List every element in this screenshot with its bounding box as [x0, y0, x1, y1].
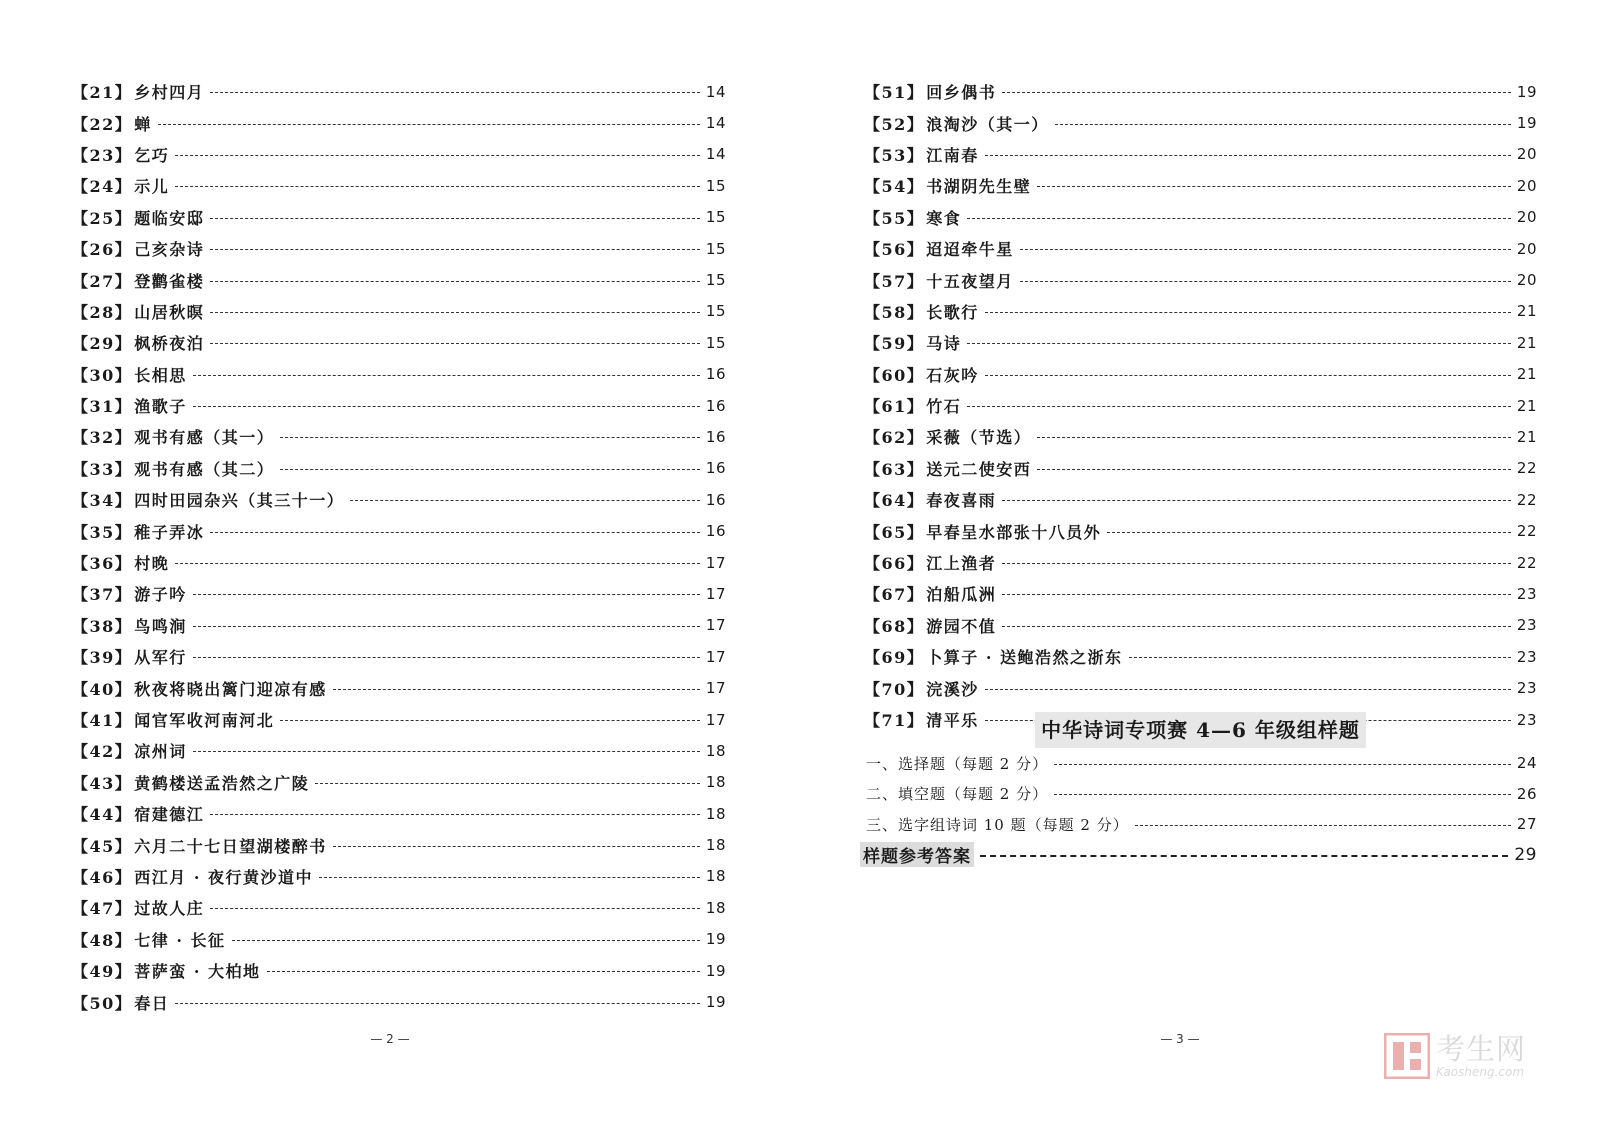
right-page	[800, 0, 1600, 1123]
dot-leader	[193, 626, 700, 627]
toc-entry[interactable]	[864, 547, 1537, 578]
toc-title: 马诗	[926, 334, 962, 354]
dot-leader	[985, 375, 1511, 376]
toc-title: 样题参考答案	[860, 842, 974, 867]
toc-title: 从军行	[134, 648, 187, 668]
dot-leader	[193, 657, 700, 658]
toc-page-number: 15	[705, 333, 726, 352]
toc-page-number: 23	[1516, 584, 1537, 603]
dot-leader	[980, 855, 1508, 857]
toc-entry[interactable]	[864, 202, 1537, 233]
toc-title: 三、选字组诗词 10 题（每题 2 分）	[866, 815, 1129, 834]
toc-entry[interactable]	[864, 76, 1537, 107]
section-entry[interactable]	[864, 809, 1537, 840]
toc-title: 回乡偶书	[926, 83, 997, 103]
toc-title: 二、填空题（每题 2 分）	[866, 785, 1049, 804]
toc-entry[interactable]	[72, 296, 726, 327]
toc-page-number: 23	[1516, 616, 1537, 635]
toc-title: 寒食	[926, 208, 962, 228]
toc-page-number: 22	[1516, 459, 1537, 478]
toc-title: 登鹳雀楼	[134, 271, 205, 291]
dot-leader	[1055, 124, 1511, 125]
toc-page-number: 19	[1516, 82, 1537, 101]
toc-entry[interactable]	[864, 139, 1537, 170]
section-list	[864, 748, 1537, 840]
toc-number: 【64】	[864, 491, 925, 511]
toc-number: 【67】	[864, 585, 925, 605]
toc-entry[interactable]	[72, 578, 726, 609]
toc-entry[interactable]	[72, 139, 726, 170]
toc-page-number: 15	[705, 208, 726, 227]
toc-title: 春夜喜雨	[926, 491, 997, 511]
toc-entry[interactable]	[72, 610, 726, 641]
dot-leader	[175, 186, 700, 187]
dot-leader	[193, 375, 700, 376]
toc-number: 【60】	[864, 365, 925, 385]
dot-leader	[210, 908, 700, 909]
toc-page-number: 17	[705, 647, 726, 666]
toc-page-number: 29	[1514, 844, 1537, 865]
toc-entry[interactable]	[72, 515, 726, 546]
sample-section	[864, 712, 1537, 870]
dot-leader	[267, 971, 700, 972]
toc-entry[interactable]	[72, 390, 726, 421]
dot-leader	[1054, 794, 1511, 795]
toc-entry[interactable]	[72, 107, 726, 138]
toc-number: 【47】	[72, 899, 133, 919]
dot-leader	[210, 814, 700, 815]
dot-leader	[175, 155, 700, 156]
toc-title: 长歌行	[926, 302, 979, 322]
dot-leader	[967, 343, 1511, 344]
toc-number: 【62】	[864, 428, 925, 448]
toc-title: 村晚	[134, 554, 170, 574]
toc-entry[interactable]	[864, 641, 1537, 672]
toc-entry[interactable]	[72, 484, 726, 515]
toc-page-number: 16	[705, 490, 726, 509]
toc-title: 卜算子 · 送鲍浩然之浙东	[926, 648, 1123, 668]
toc-number: 【49】	[72, 962, 133, 982]
dot-leader	[1054, 764, 1511, 765]
toc-title: 乡村四月	[134, 83, 205, 103]
dot-leader	[967, 218, 1511, 219]
toc-page-number: 21	[1516, 365, 1537, 384]
dot-leader	[1002, 500, 1511, 501]
dot-leader	[1002, 92, 1511, 93]
toc-title: 泊船瓜洲	[926, 585, 997, 605]
toc-title: 四时田园杂兴（其三十一）	[134, 491, 345, 511]
toc-page-number: 18	[705, 741, 726, 760]
toc-entry[interactable]	[72, 170, 726, 201]
toc-entry[interactable]	[72, 327, 726, 358]
toc-number: 【37】	[72, 585, 133, 605]
toc-page-number: 16	[705, 365, 726, 384]
toc-title: 示儿	[134, 177, 170, 197]
toc-title: 浪淘沙（其一）	[926, 114, 1049, 134]
toc-page-number: 19	[705, 930, 726, 949]
toc-entry[interactable]	[72, 672, 726, 703]
toc-number: 【58】	[864, 302, 925, 322]
answer-entry[interactable]	[864, 840, 1537, 870]
toc-title: 石灰吟	[926, 365, 979, 385]
toc-title: 迢迢牵牛星	[926, 240, 1014, 260]
toc-page-number: 16	[705, 459, 726, 478]
toc-title: 凉州词	[134, 742, 187, 762]
toc-number: 【69】	[864, 648, 925, 668]
toc-page-number: 22	[1516, 522, 1537, 541]
toc-title: 早春呈水部张十八员外	[926, 522, 1102, 542]
toc-title: 己亥杂诗	[134, 240, 205, 260]
toc-title: 黄鹤楼送孟浩然之广陵	[134, 773, 310, 793]
toc-number: 【26】	[72, 240, 133, 260]
toc-number: 【50】	[72, 993, 133, 1013]
dot-leader	[193, 594, 700, 595]
toc-page-number: 16	[705, 396, 726, 415]
toc-title: 枫桥夜泊	[134, 334, 205, 354]
toc-title: 渔歌子	[134, 397, 187, 417]
toc-page-number: 17	[705, 710, 726, 729]
toc-page-number: 14	[705, 145, 726, 164]
toc-number: 【34】	[72, 491, 133, 511]
toc-title: 竹石	[926, 397, 962, 417]
toc-number: 【46】	[72, 867, 133, 887]
toc-page-number: 18	[705, 773, 726, 792]
toc-entry[interactable]	[72, 861, 726, 892]
toc-entry[interactable]	[72, 704, 726, 735]
toc-page-number: 26	[1516, 784, 1537, 803]
toc-title: 乞巧	[134, 145, 170, 165]
toc-page-number: 21	[1516, 427, 1537, 446]
toc-title: 江上渔者	[926, 554, 997, 574]
toc-number: 【27】	[72, 271, 133, 291]
dot-leader	[1037, 437, 1511, 438]
toc-entry[interactable]	[864, 610, 1537, 641]
toc-number: 【21】	[72, 83, 133, 103]
dot-leader	[1002, 563, 1511, 564]
watermark	[1384, 1033, 1526, 1079]
toc-title: 送元二使安西	[926, 459, 1032, 479]
toc-list-left	[72, 76, 726, 1018]
section-title: 中华诗词专项赛 4—6 年级组样题	[1035, 712, 1366, 748]
toc-number: 【30】	[72, 365, 133, 385]
toc-number: 【71】	[864, 711, 925, 730]
dot-leader	[967, 406, 1511, 407]
toc-entry[interactable]	[72, 986, 726, 1017]
toc-page-number: 15	[705, 271, 726, 290]
toc-list-right	[864, 76, 1537, 735]
toc-page-number: 19	[705, 993, 726, 1012]
toc-entry[interactable]	[72, 421, 726, 452]
dot-leader	[280, 469, 700, 470]
toc-page-number: 22	[1516, 553, 1537, 572]
section-heading	[864, 712, 1537, 748]
toc-entry[interactable]	[864, 484, 1537, 515]
toc-title: 过故人庄	[134, 899, 205, 919]
toc-title: 浣溪沙	[926, 679, 979, 699]
toc-title: 闻官军收河南河北	[134, 711, 275, 730]
toc-number: 【57】	[864, 271, 925, 291]
toc-title: 鸟鸣涧	[134, 616, 187, 636]
toc-entry[interactable]	[864, 296, 1537, 327]
toc-title: 江南春	[926, 145, 979, 165]
toc-page-number: 20	[1516, 271, 1537, 290]
toc-number: 【25】	[72, 208, 133, 228]
toc-number: 【68】	[864, 616, 925, 636]
toc-page-number: 20	[1516, 145, 1537, 164]
toc-page-number: 21	[1516, 333, 1537, 352]
toc-entry[interactable]	[864, 515, 1537, 546]
toc-title: 一、选择题（每题 2 分）	[866, 754, 1049, 773]
dot-leader	[1135, 825, 1511, 826]
toc-number: 【35】	[72, 522, 133, 542]
dot-leader	[193, 406, 700, 407]
dot-leader	[1020, 249, 1511, 250]
dot-leader	[280, 720, 700, 721]
toc-entry[interactable]	[72, 735, 726, 766]
dot-leader	[210, 312, 700, 313]
dot-leader	[1037, 186, 1511, 187]
toc-entry[interactable]	[864, 359, 1537, 390]
toc-entry[interactable]	[72, 829, 726, 860]
toc-page-number: 15	[705, 176, 726, 195]
toc-number: 【48】	[72, 930, 133, 950]
toc-title: 七律 · 长征	[134, 930, 226, 950]
toc-entry[interactable]	[864, 453, 1537, 484]
toc-page-number: 17	[705, 553, 726, 572]
dot-leader	[193, 751, 700, 752]
toc-page-number: 23	[1516, 647, 1537, 666]
page-number: — 2 —	[370, 1032, 410, 1046]
toc-number: 【41】	[72, 711, 133, 730]
dot-leader	[232, 940, 700, 941]
toc-entry[interactable]	[864, 672, 1537, 703]
toc-number: 【31】	[72, 397, 133, 417]
toc-number: 【29】	[72, 334, 133, 354]
toc-title: 秋夜将晓出篱门迎凉有感	[134, 679, 327, 699]
toc-title: 春日	[134, 993, 170, 1013]
toc-number: 【63】	[864, 459, 925, 479]
toc-entry[interactable]	[72, 359, 726, 390]
toc-entry[interactable]	[72, 798, 726, 829]
toc-page-number: 27	[1516, 815, 1537, 834]
toc-number: 【38】	[72, 616, 133, 636]
dot-leader	[1107, 532, 1511, 533]
dot-leader	[210, 532, 700, 533]
toc-page-number: 23	[1516, 710, 1537, 729]
toc-page-number: 15	[705, 302, 726, 321]
toc-page-number: 18	[705, 867, 726, 886]
toc-page-number: 21	[1516, 302, 1537, 321]
watermark-name: 考生网	[1436, 1032, 1527, 1066]
toc-title: 长相思	[134, 365, 187, 385]
toc-entry[interactable]	[864, 390, 1537, 421]
toc-title: 观书有感（其二）	[134, 459, 275, 479]
toc-number: 【23】	[72, 145, 133, 165]
toc-entry[interactable]	[72, 547, 726, 578]
toc-entry[interactable]	[864, 421, 1537, 452]
toc-entry[interactable]	[72, 233, 726, 264]
dot-leader	[1037, 469, 1511, 470]
toc-entry[interactable]	[72, 955, 726, 986]
toc-entry[interactable]	[864, 327, 1537, 358]
toc-entry[interactable]	[864, 170, 1537, 201]
toc-entry[interactable]	[72, 767, 726, 798]
toc-page-number: 19	[1516, 114, 1537, 133]
toc-title: 宿建德江	[134, 805, 205, 825]
dot-leader	[210, 218, 700, 219]
toc-entry[interactable]	[864, 233, 1537, 264]
toc-page-number: 14	[705, 114, 726, 133]
toc-number: 【45】	[72, 836, 133, 856]
toc-entry[interactable]	[864, 264, 1537, 295]
toc-title: 游园不值	[926, 616, 997, 636]
toc-entry[interactable]	[72, 202, 726, 233]
dot-leader	[985, 312, 1511, 313]
dot-leader	[280, 437, 700, 438]
toc-page-number: 18	[705, 836, 726, 855]
toc-entry[interactable]	[864, 578, 1537, 609]
toc-title: 书湖阴先生壁	[926, 177, 1032, 197]
page-number: — 3 —	[1160, 1032, 1200, 1046]
toc-number: 【70】	[864, 679, 925, 699]
dot-leader	[333, 689, 700, 690]
dot-leader	[210, 281, 700, 282]
dot-leader	[175, 563, 700, 564]
toc-number: 【54】	[864, 177, 925, 197]
dot-leader	[1129, 657, 1511, 658]
toc-number: 【65】	[864, 522, 925, 542]
toc-title: 观书有感（其一）	[134, 428, 275, 448]
dot-leader	[985, 689, 1511, 690]
toc-title: 菩萨蛮 · 大柏地	[134, 962, 261, 982]
toc-number: 【28】	[72, 302, 133, 322]
toc-page-number: 16	[705, 522, 726, 541]
toc-title: 稚子弄冰	[134, 522, 205, 542]
toc-entry[interactable]	[72, 924, 726, 955]
toc-number: 【22】	[72, 114, 133, 134]
dot-leader	[1002, 594, 1511, 595]
toc-page-number: 21	[1516, 396, 1537, 415]
toc-number: 【44】	[72, 805, 133, 825]
toc-page-number: 23	[1516, 679, 1537, 698]
toc-title: 清平乐	[926, 711, 979, 730]
toc-page-number: 18	[705, 804, 726, 823]
dot-leader	[210, 343, 700, 344]
toc-number: 【59】	[864, 334, 925, 354]
toc-title: 山居秋暝	[134, 302, 205, 322]
toc-page-number: 17	[705, 584, 726, 603]
toc-number: 【52】	[864, 114, 925, 134]
toc-page-number: 22	[1516, 490, 1537, 509]
toc-entry[interactable]	[72, 453, 726, 484]
toc-title: 蝉	[134, 114, 152, 134]
toc-title: 题临安邸	[134, 208, 205, 228]
toc-page-number: 19	[705, 961, 726, 980]
toc-title: 西江月 · 夜行黄沙道中	[134, 867, 313, 887]
toc-page-number: 17	[705, 679, 726, 698]
toc-title: 六月二十七日望湖楼醉书	[134, 836, 327, 856]
toc-number: 【39】	[72, 648, 133, 668]
toc-number: 【53】	[864, 145, 925, 165]
dot-leader	[1002, 626, 1511, 627]
toc-title: 十五夜望月	[926, 271, 1014, 291]
toc-page-number: 17	[705, 616, 726, 635]
dot-leader	[210, 249, 700, 250]
dot-leader	[175, 1003, 700, 1004]
toc-page-number: 20	[1516, 239, 1537, 258]
toc-entry[interactable]	[864, 107, 1537, 138]
dot-leader	[158, 124, 700, 125]
toc-number: 【40】	[72, 679, 133, 699]
dot-leader	[315, 783, 700, 784]
dot-leader	[319, 877, 700, 878]
toc-number: 【24】	[72, 177, 133, 197]
toc-number: 【51】	[864, 83, 925, 103]
toc-page-number: 15	[705, 239, 726, 258]
toc-title: 采薇（节选）	[926, 428, 1032, 448]
toc-entry[interactable]	[72, 76, 726, 107]
section-entry[interactable]	[864, 748, 1537, 779]
toc-number: 【55】	[864, 208, 925, 228]
toc-page-number: 20	[1516, 208, 1537, 227]
dot-leader	[350, 500, 700, 501]
toc-page-number: 16	[705, 427, 726, 446]
toc-number: 【32】	[72, 428, 133, 448]
watermark-url: Kaosheng.com	[1436, 1065, 1525, 1079]
dot-leader	[1020, 281, 1511, 282]
dot-leader	[210, 92, 700, 93]
toc-number: 【42】	[72, 742, 133, 762]
toc-entry[interactable]	[72, 264, 726, 295]
toc-page-number: 18	[705, 898, 726, 917]
toc-entry[interactable]	[72, 641, 726, 672]
toc-number: 【56】	[864, 240, 925, 260]
toc-page-number: 24	[1516, 754, 1537, 773]
toc-number: 【66】	[864, 554, 925, 574]
toc-number: 【61】	[864, 397, 925, 417]
toc-number: 【36】	[72, 554, 133, 574]
toc-page-number: 14	[705, 82, 726, 101]
toc-number: 【43】	[72, 773, 133, 793]
toc-page-number: 20	[1516, 176, 1537, 195]
dot-leader	[985, 155, 1511, 156]
kaosheng-logo-icon	[1384, 1033, 1430, 1079]
toc-title: 游子吟	[134, 585, 187, 605]
toc-entry[interactable]	[72, 892, 726, 923]
section-entry[interactable]	[864, 779, 1537, 810]
toc-number: 【33】	[72, 459, 133, 479]
dot-leader	[333, 846, 700, 847]
